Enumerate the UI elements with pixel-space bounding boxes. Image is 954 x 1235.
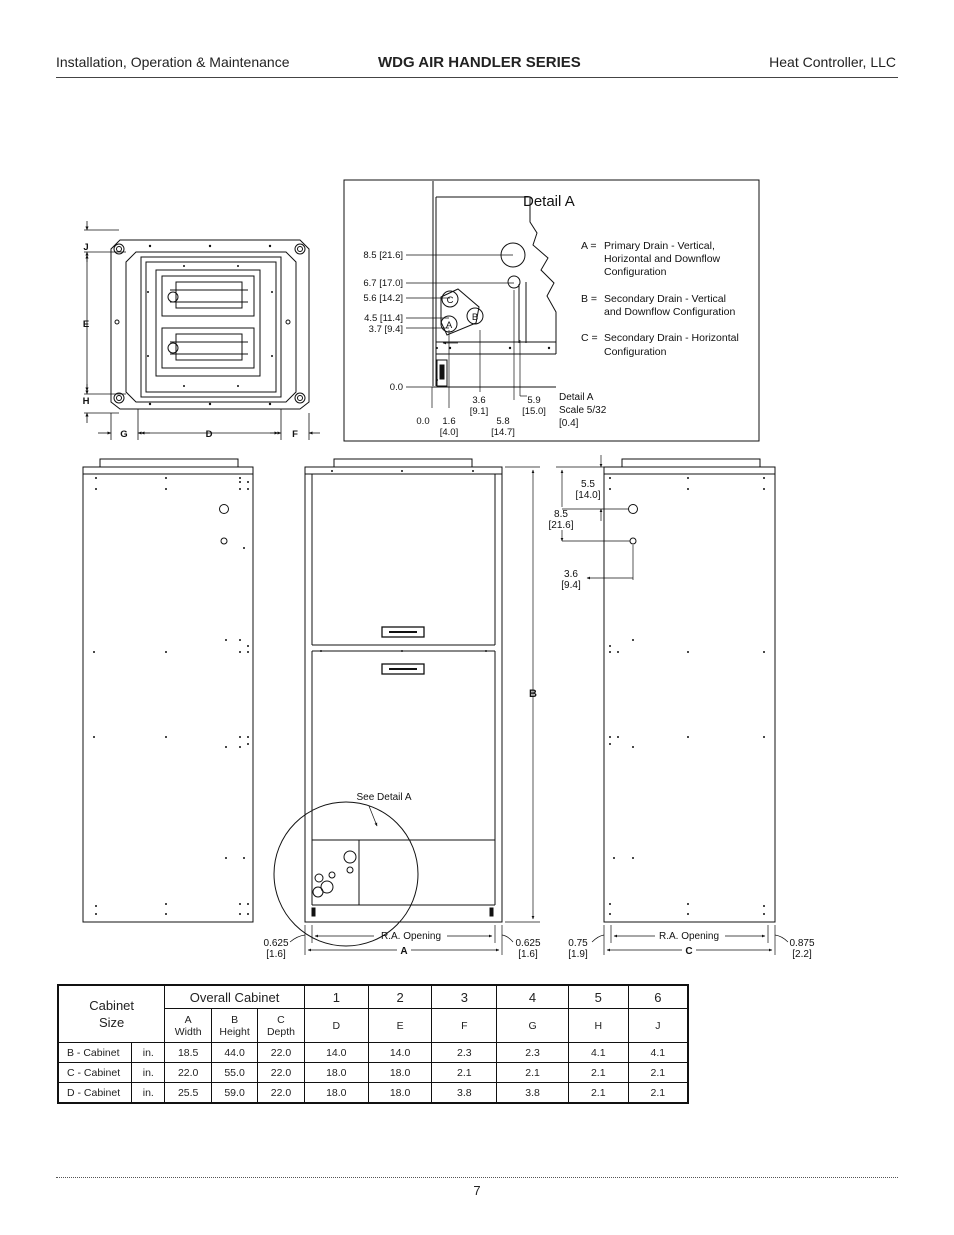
table-cell: 55.0 <box>212 1063 258 1083</box>
front-left-dim: [1.6] <box>266 949 286 960</box>
legend-key: A = <box>581 240 597 252</box>
dim-label-g: G <box>120 429 128 440</box>
side-dim-label: 5.5 <box>581 479 595 490</box>
side-left-dim: [1.9] <box>568 949 588 960</box>
column-number: 6 <box>628 985 688 1009</box>
top-view <box>111 240 309 409</box>
dim-label-f: F <box>292 429 298 440</box>
table-cell: 4.1 <box>568 1043 628 1063</box>
side-dim-label: [21.6] <box>548 520 574 531</box>
table-cell: 2.1 <box>628 1063 688 1083</box>
front-right-dim: 0.625 <box>515 938 541 949</box>
detail-x-label: [9.1] <box>469 406 489 417</box>
detail-x-label: 0.0 <box>416 416 430 427</box>
legend-text: and Downflow Configuration <box>604 306 736 318</box>
detail-y-label: 5.6 [14.2] <box>363 293 403 304</box>
table-cell: 2.1 <box>568 1083 628 1104</box>
document-title: WDG AIR HANDLER SERIES <box>378 54 581 71</box>
legend-text: Primary Drain - Vertical, <box>604 240 715 252</box>
legend-text: Secondary Drain - Vertical <box>604 293 726 305</box>
side-dim-label: 8.5 <box>554 509 568 520</box>
letter-header: E <box>368 1009 432 1043</box>
detail-title: Detail A <box>523 193 575 210</box>
drain-a-label: A <box>445 320 453 331</box>
width-label-a: A <box>400 946 408 957</box>
front-left-dim: 0.625 <box>263 938 289 949</box>
unit-cell: in. <box>132 1063 165 1083</box>
table-cell: 22.0 <box>165 1063 212 1083</box>
letter-header: J <box>628 1009 688 1043</box>
detail-x-label: 5.9 <box>527 395 541 406</box>
top-view-fasteners <box>147 245 273 405</box>
front-right-dim: [1.6] <box>518 949 538 960</box>
column-number: 1 <box>304 985 368 1009</box>
side-ra-opening-label: R.A. Opening <box>658 931 720 942</box>
header-left: Installation, Operation & Maintenance <box>56 54 290 70</box>
table-row <box>58 1043 688 1063</box>
legend-key: C = <box>581 332 598 344</box>
detail-x-label: [15.0] <box>522 406 546 417</box>
table-cell: 2.1 <box>568 1063 628 1083</box>
left-side-view <box>83 459 253 922</box>
dim-label-j: J <box>83 242 89 253</box>
column-number: 4 <box>497 985 569 1009</box>
dim-label-e: E <box>82 319 90 330</box>
detail-y-label: 6.7 [17.0] <box>363 278 403 289</box>
height-label-b: B <box>529 688 537 700</box>
table-cell: 3.8 <box>497 1083 569 1104</box>
legend-key: B = <box>581 293 598 305</box>
side-left-dim: 0.75 <box>568 938 588 949</box>
table-row <box>58 1083 688 1104</box>
front-view-marks <box>320 470 487 670</box>
legend-text: Configuration <box>604 266 667 278</box>
legend-text: Horizontal and Downflow <box>604 253 721 265</box>
right-side-view <box>604 459 775 922</box>
detail-y-label: 4.5 [11.4] <box>364 313 403 324</box>
svg-text:Scale 5/32: Scale 5/32 <box>559 405 607 416</box>
detail-x-label: [4.0] <box>439 427 459 438</box>
cabinet-size-header: Cabinet Size <box>58 985 165 1043</box>
table-cell: 14.0 <box>368 1043 432 1063</box>
detail-a-panel <box>344 180 759 441</box>
table-cell: 2.1 <box>497 1063 569 1083</box>
legend-text: Secondary Drain - Horizontal <box>604 332 739 344</box>
letter-header: F <box>432 1009 497 1043</box>
drain-c-label: C <box>446 295 454 306</box>
svg-text:[0.4]: [0.4] <box>559 418 579 429</box>
ra-opening-label: R.A. Opening <box>380 931 442 942</box>
column-number: 2 <box>368 985 432 1009</box>
detail-legend <box>581 240 739 358</box>
table-cell: 18.0 <box>304 1063 368 1083</box>
overall-cabinet-header: Overall Cabinet <box>165 985 305 1009</box>
right-side-dimensions <box>556 455 788 955</box>
letter-header: D <box>304 1009 368 1043</box>
column-number: 5 <box>568 985 628 1009</box>
dimensions-table <box>57 984 689 1104</box>
table-cell: 3.8 <box>432 1083 497 1104</box>
letter-header: G <box>497 1009 569 1043</box>
table-cell: 22.0 <box>258 1043 305 1063</box>
table-cell: 18.0 <box>368 1063 432 1083</box>
table-cell: 2.1 <box>628 1083 688 1104</box>
detail-y-label: 0.0 <box>389 382 403 393</box>
detail-x-label: 5.8 <box>496 416 510 427</box>
page-number: 7 <box>473 1183 481 1198</box>
unit-cell: in. <box>132 1043 165 1063</box>
svg-text:Detail A: Detail A <box>559 392 594 403</box>
table-cell: 2.3 <box>432 1043 497 1063</box>
side-dim-label: [14.0] <box>575 490 601 501</box>
table-cell: 22.0 <box>258 1063 305 1083</box>
detail-scale <box>559 392 607 429</box>
depth-label-c: C <box>685 946 693 957</box>
side-right-dim: [2.2] <box>792 949 812 960</box>
width-header: A Width <box>165 1009 212 1043</box>
side-dim-label: [9.4] <box>561 580 581 591</box>
table-cell: 22.0 <box>258 1083 305 1104</box>
detail-y-label: 3.7 [9.4] <box>368 324 403 335</box>
drain-b-label: B <box>471 312 479 323</box>
detail-y-label: 8.5 [21.6] <box>363 250 403 261</box>
header-right: Heat Controller, LLC <box>769 54 896 70</box>
detail-x-label: 3.6 <box>472 395 486 406</box>
footer-rule <box>56 1177 898 1178</box>
side-dim-label: 3.6 <box>564 569 578 580</box>
cabinet-name: C - Cabinet <box>58 1063 132 1083</box>
table-cell: 14.0 <box>304 1043 368 1063</box>
letter-header: H <box>568 1009 628 1043</box>
dim-label-h: H <box>82 396 90 407</box>
table-cell: 18.0 <box>304 1083 368 1104</box>
table-cell: 2.3 <box>497 1043 569 1063</box>
cabinet-name: B - Cabinet <box>58 1043 132 1063</box>
table-cell: 18.0 <box>368 1083 432 1104</box>
side-right-dim: 0.875 <box>789 938 815 949</box>
right-side-fasteners <box>609 477 765 915</box>
front-view <box>274 459 502 946</box>
table-cell: 44.0 <box>212 1043 258 1063</box>
see-detail-label: See Detail A <box>356 792 412 803</box>
left-side-fasteners <box>93 477 249 915</box>
column-number: 3 <box>432 985 497 1009</box>
table-cell: 25.5 <box>165 1083 212 1104</box>
depth-header: C Depth <box>258 1009 305 1043</box>
legend-text: Configuration <box>604 346 667 358</box>
table-cell: 4.1 <box>628 1043 688 1063</box>
table-cell: 18.5 <box>165 1043 212 1063</box>
unit-cell: in. <box>132 1083 165 1104</box>
table-cell: 2.1 <box>432 1063 497 1083</box>
detail-x-label: 1.6 <box>442 416 456 427</box>
cabinet-name: D - Cabinet <box>58 1083 132 1104</box>
table-row <box>58 1063 688 1083</box>
height-header: B Height <box>212 1009 258 1043</box>
detail-x-label: [14.7] <box>491 427 515 438</box>
table-cell: 59.0 <box>212 1083 258 1104</box>
dim-label-d: D <box>205 429 213 440</box>
